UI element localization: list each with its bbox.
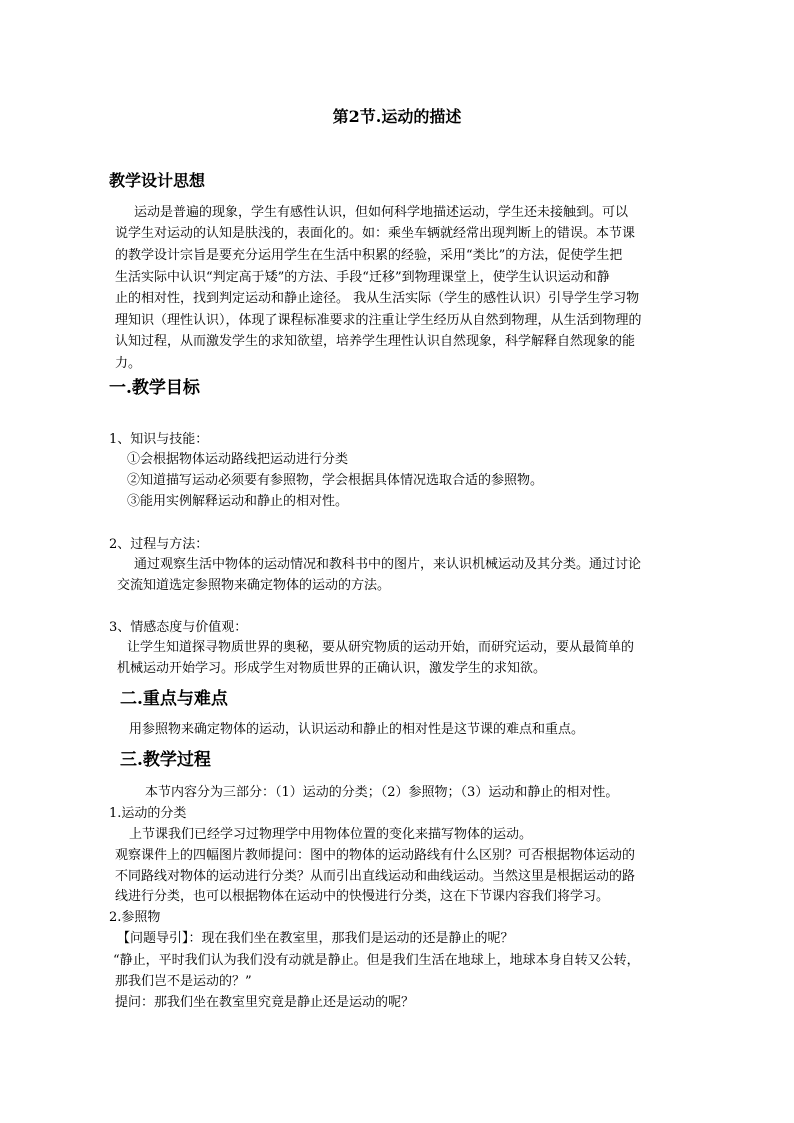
section-2-line: 那我们岂不是运动的？” — [115, 974, 252, 989]
section-1-line: 线进行分类，也可以根据物体在运动中的快慢进行分类，这在下节课内容我们将学习。 — [115, 889, 610, 904]
design-heading: 教学设计思想 — [109, 171, 206, 190]
keypoints-text: 用参照物来确定物体的运动，认识运动和静止的相对性是这节课的难点和重点。 — [129, 722, 585, 737]
design-line: 理知识（理性认识），体现了课程标准要求的注重让学生经历从自然到物理，从生活到物理的 — [115, 313, 642, 328]
process-method-line: 交流知道选定参照物来确定物体的运动的方法。 — [117, 578, 391, 593]
knowledge-item: ①会根据物体运动路线把运动进行分类 — [127, 452, 349, 467]
section-1-line: 观察课件上的四幅图片教师提问：图中的物体的运动路线有什么区别？可否根据物体运动的 — [115, 848, 636, 863]
process-heading: 三.教学过程 — [120, 750, 211, 770]
knowledge-item: ③能用实例解释运动和静止的相对性。 — [127, 494, 349, 509]
knowledge-label: 1、知识与技能： — [109, 432, 209, 447]
design-line: 运动是普遍的现象，学生有感性认识，但如何科学地描述运动，学生还未接触到。可以 — [134, 205, 629, 220]
section-2-label: 2.参照物 — [109, 910, 161, 925]
design-line: 说学生对运动的认知是肤浅的，表面化的。如：乘坐车辆就经常出现判断上的错误。本节课 — [115, 226, 636, 241]
section-2-line: 提问：那我们坐在教室里究竟是静止还是运动的呢？ — [115, 995, 415, 1010]
design-line: 的教学设计宗旨是要充分运用学生在生活中积累的经验，采用“类比”的方法，促使学生把 — [115, 248, 623, 263]
design-line: 认知过程，从而激发学生的求知欲望，培养学生理性认识自然现象，科学解释自然现象的能 — [115, 334, 636, 349]
emotion-line: 机械运动开始学习。形成学生对物质世界的正确认识，激发学生的求知欲。 — [117, 661, 547, 676]
page-title: 第2节.运动的描述 — [332, 107, 462, 126]
knowledge-item: ②知道描写运动必须要有参照物，学会根据具体情况选取合适的参照物。 — [127, 473, 544, 488]
emotion-label: 3、情感态度与价值观： — [109, 620, 248, 635]
goals-heading: 一.教学目标 — [109, 378, 200, 398]
section-2-line: “静止，平时我们认为我们没有动就是静止。但是我们生活在地球上，地球本身自转又公转， — [113, 953, 640, 968]
section-1-label: 1.运动的分类 — [109, 806, 187, 821]
section-2-line: 【问题导引】：现在我们坐在教室里，那我们是运动的还是静止的呢？ — [117, 931, 514, 946]
section-1-line: 不同路线对物体的运动进行分类？从而引出直线运动和曲线运动。当然这里是根据运动的路 — [115, 869, 636, 884]
process-intro: 本节内容分为三部分：（1）运动的分类；（2）参照物；（3）运动和静止的相对性。 — [145, 785, 619, 800]
design-line: 力。 — [115, 356, 142, 371]
keypoints-heading: 二.重点与难点 — [120, 689, 228, 709]
section-1-line: 上节课我们已经学习过物理学中用物体位置的变化来描写物体的运动。 — [129, 827, 533, 842]
process-method-line: 通过观察生活中物体的运动情况和教科书中的图片，来认识机械运动及其分类。通过讨论 — [134, 557, 642, 572]
design-line: 止的相对性，找到判定运动和静止途径。 我从生活实际（学生的感性认识）引导学生学习物 — [115, 291, 640, 306]
emotion-line: 让学生知道探寻物质世界的奥秘，要从研究物质的运动开始，而研究运动，要从最简单的 — [127, 640, 635, 655]
design-line: 生活实际中认识“判定高于矮”的方法、手段“迁移”到物理课堂上，使学生认识运动和静 — [115, 270, 610, 285]
process-method-label: 2、过程与方法： — [109, 537, 209, 552]
